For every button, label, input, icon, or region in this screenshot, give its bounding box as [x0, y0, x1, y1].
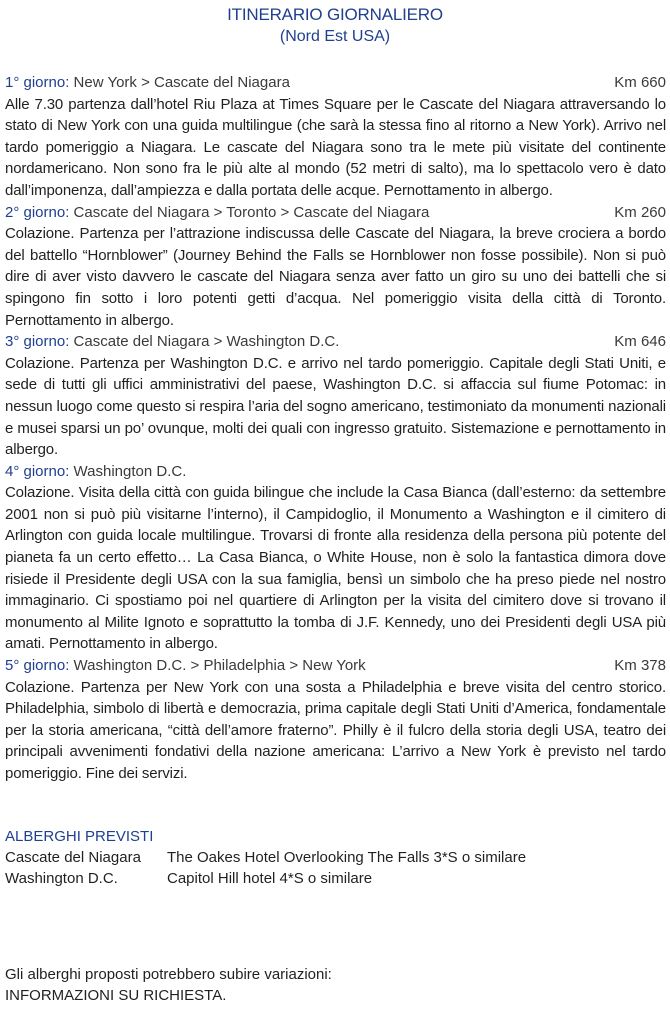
itinerary-days — [5, 72, 666, 785]
hotel-name: Capitol Hill hotel 4*S o similare — [167, 870, 373, 887]
day-heading — [5, 655, 666, 677]
day-label: 3° giorno: — [5, 333, 70, 351]
day-description: Colazione. Partenza per l’attrazione indiscussa delle Cascate del Niagara, la breve crociera a bordo del battello “Hornblower” (Journey Behind the Falls se Hornblower non fosse possibile). Non si può dire di aver visto davvero le cascate del Niagara senza aver fatto un giro su uno dei battelli che si spingono fin sotto i loro potenti getti d’acqua. Nel pomeriggio visita della città di Toronto. Pernottamento in albergo. — [5, 225, 666, 329]
day-description: Colazione. Partenza per New York con una sosta a Philadelphia e breve visita del centro storico. Philadelphia, simbolo di libertà e democrazia, prima capitale degli Stati Uniti d’America, fondamentale per la storia americana, “città dell’amore fraterno”. Philly è il fulcro della storia degli USA, teatro dei principali avvenimenti fondativi della nazione americana: L’arrivo a New York è previsto nel tardo pomeriggio. Fine dei servizi. — [5, 678, 666, 782]
page-subtitle: (Nord Est USA) — [279, 28, 391, 45]
hotel-row — [5, 847, 666, 868]
day-route: Washington D.C. — [73, 462, 187, 480]
day-route: Washington D.C. > Philadelphia > New York — [73, 657, 366, 675]
hotel-city: Washington D.C. — [5, 870, 118, 887]
day-distance: Km 646 — [614, 333, 666, 351]
notes-line: INFORMAZIONI SU RICHIESTA. — [5, 987, 227, 1004]
hotel-row — [5, 868, 666, 889]
notes-section — [5, 964, 332, 1006]
day-description: Colazione. Partenza per Washington D.C. e arrivo nel tardo pomeriggio. Capitale degli Stati Uniti, e sede di tutti gli uffici amministrativi del paese, Washington D.C. si affaccia sul fiume Potomac: in nessun luogo come questo si respira l’aria del sogno americano, testimoniato da monumenti nazionali e musei sparsi un po’ ovunque, molti dei quali con ingresso gratuito. Sistemazione e pernottamento in albergo. — [5, 354, 666, 459]
day-label: 2° giorno: — [5, 203, 70, 221]
day-description: Alle 7.30 partenza dall’hotel Riu Plaza at Times Square per le Cascate del Niagara attraversando lo stato di New York con una guida multilingue (che sarà la stessa fino al ritorno a New York). Arrivo nel tardo pomeriggio a Niagara. Le cascate del Niagara sono tra le mete più visitate del continente nordamericano. Non sono fra le più alte al mondo (52 metri di salto), ma lo spettacolo vero è dato dall’imponenza, dall’ampiezza e dalla portata delle acque. Pernottamento in albergo. — [5, 95, 666, 199]
page-title: ITINERARIO GIORNALIERO — [227, 5, 443, 24]
notes-line: Gli alberghi proposti potrebbero subire variazioni: — [5, 966, 332, 983]
hotels-title: ALBERGHI PREVISTI — [5, 828, 154, 845]
day-heading — [5, 202, 666, 224]
day-label: 5° giorno: — [5, 657, 70, 675]
day-distance: Km 260 — [614, 203, 666, 221]
day-heading — [5, 72, 666, 94]
day-route: Cascate del Niagara > Toronto > Cascate del Niagara — [73, 203, 430, 221]
day-heading — [5, 331, 666, 353]
day-distance: Km 378 — [614, 657, 666, 675]
day-heading — [5, 461, 666, 483]
document-header — [0, 0, 670, 48]
hotel-city: Cascate del Niagara — [5, 849, 141, 866]
hotels-section — [5, 826, 666, 889]
day-route: Cascate del Niagara > Washington D.C. — [73, 333, 340, 351]
day-4 — [5, 461, 666, 655]
day-2 — [5, 202, 666, 332]
day-route: New York > Cascate del Niagara — [73, 74, 290, 91]
day-5 — [5, 655, 666, 785]
day-description: Colazione. Visita della città con guida bilingue che include la Casa Bianca (dall’esterno: da settembre 2001 non si può più visitarne l’interno), il Campidoglio, il Monumento a Washington e il cimitero di Arlington con guida locale multilingue. Trovarsi di fronte alla residenza della persona più potente del pianeta fa un certo effetto… La Casa Bianca, o White House, non è solo la fantastica dimora dove risiede il Presidente degli USA con la sua famiglia, bensì un simbolo che ha preso piede nel nostro immaginario. Ci spostiamo poi nel quartiere di Arlington per la visita del cimitero dove si trovano il monumento al Milite Ignoto e soprattutto la tomba di J.F. Kennedy, uno dei Presidenti degli USA più amati. Pernottamento in albergo. — [5, 484, 666, 653]
day-1 — [5, 72, 666, 202]
day-3 — [5, 331, 666, 461]
day-label: 1° giorno: — [5, 74, 70, 91]
day-label: 4° giorno: — [5, 462, 70, 480]
day-distance: Km 660 — [614, 74, 666, 91]
hotel-name: The Oakes Hotel Overlooking The Falls 3*S o similare — [167, 849, 527, 866]
